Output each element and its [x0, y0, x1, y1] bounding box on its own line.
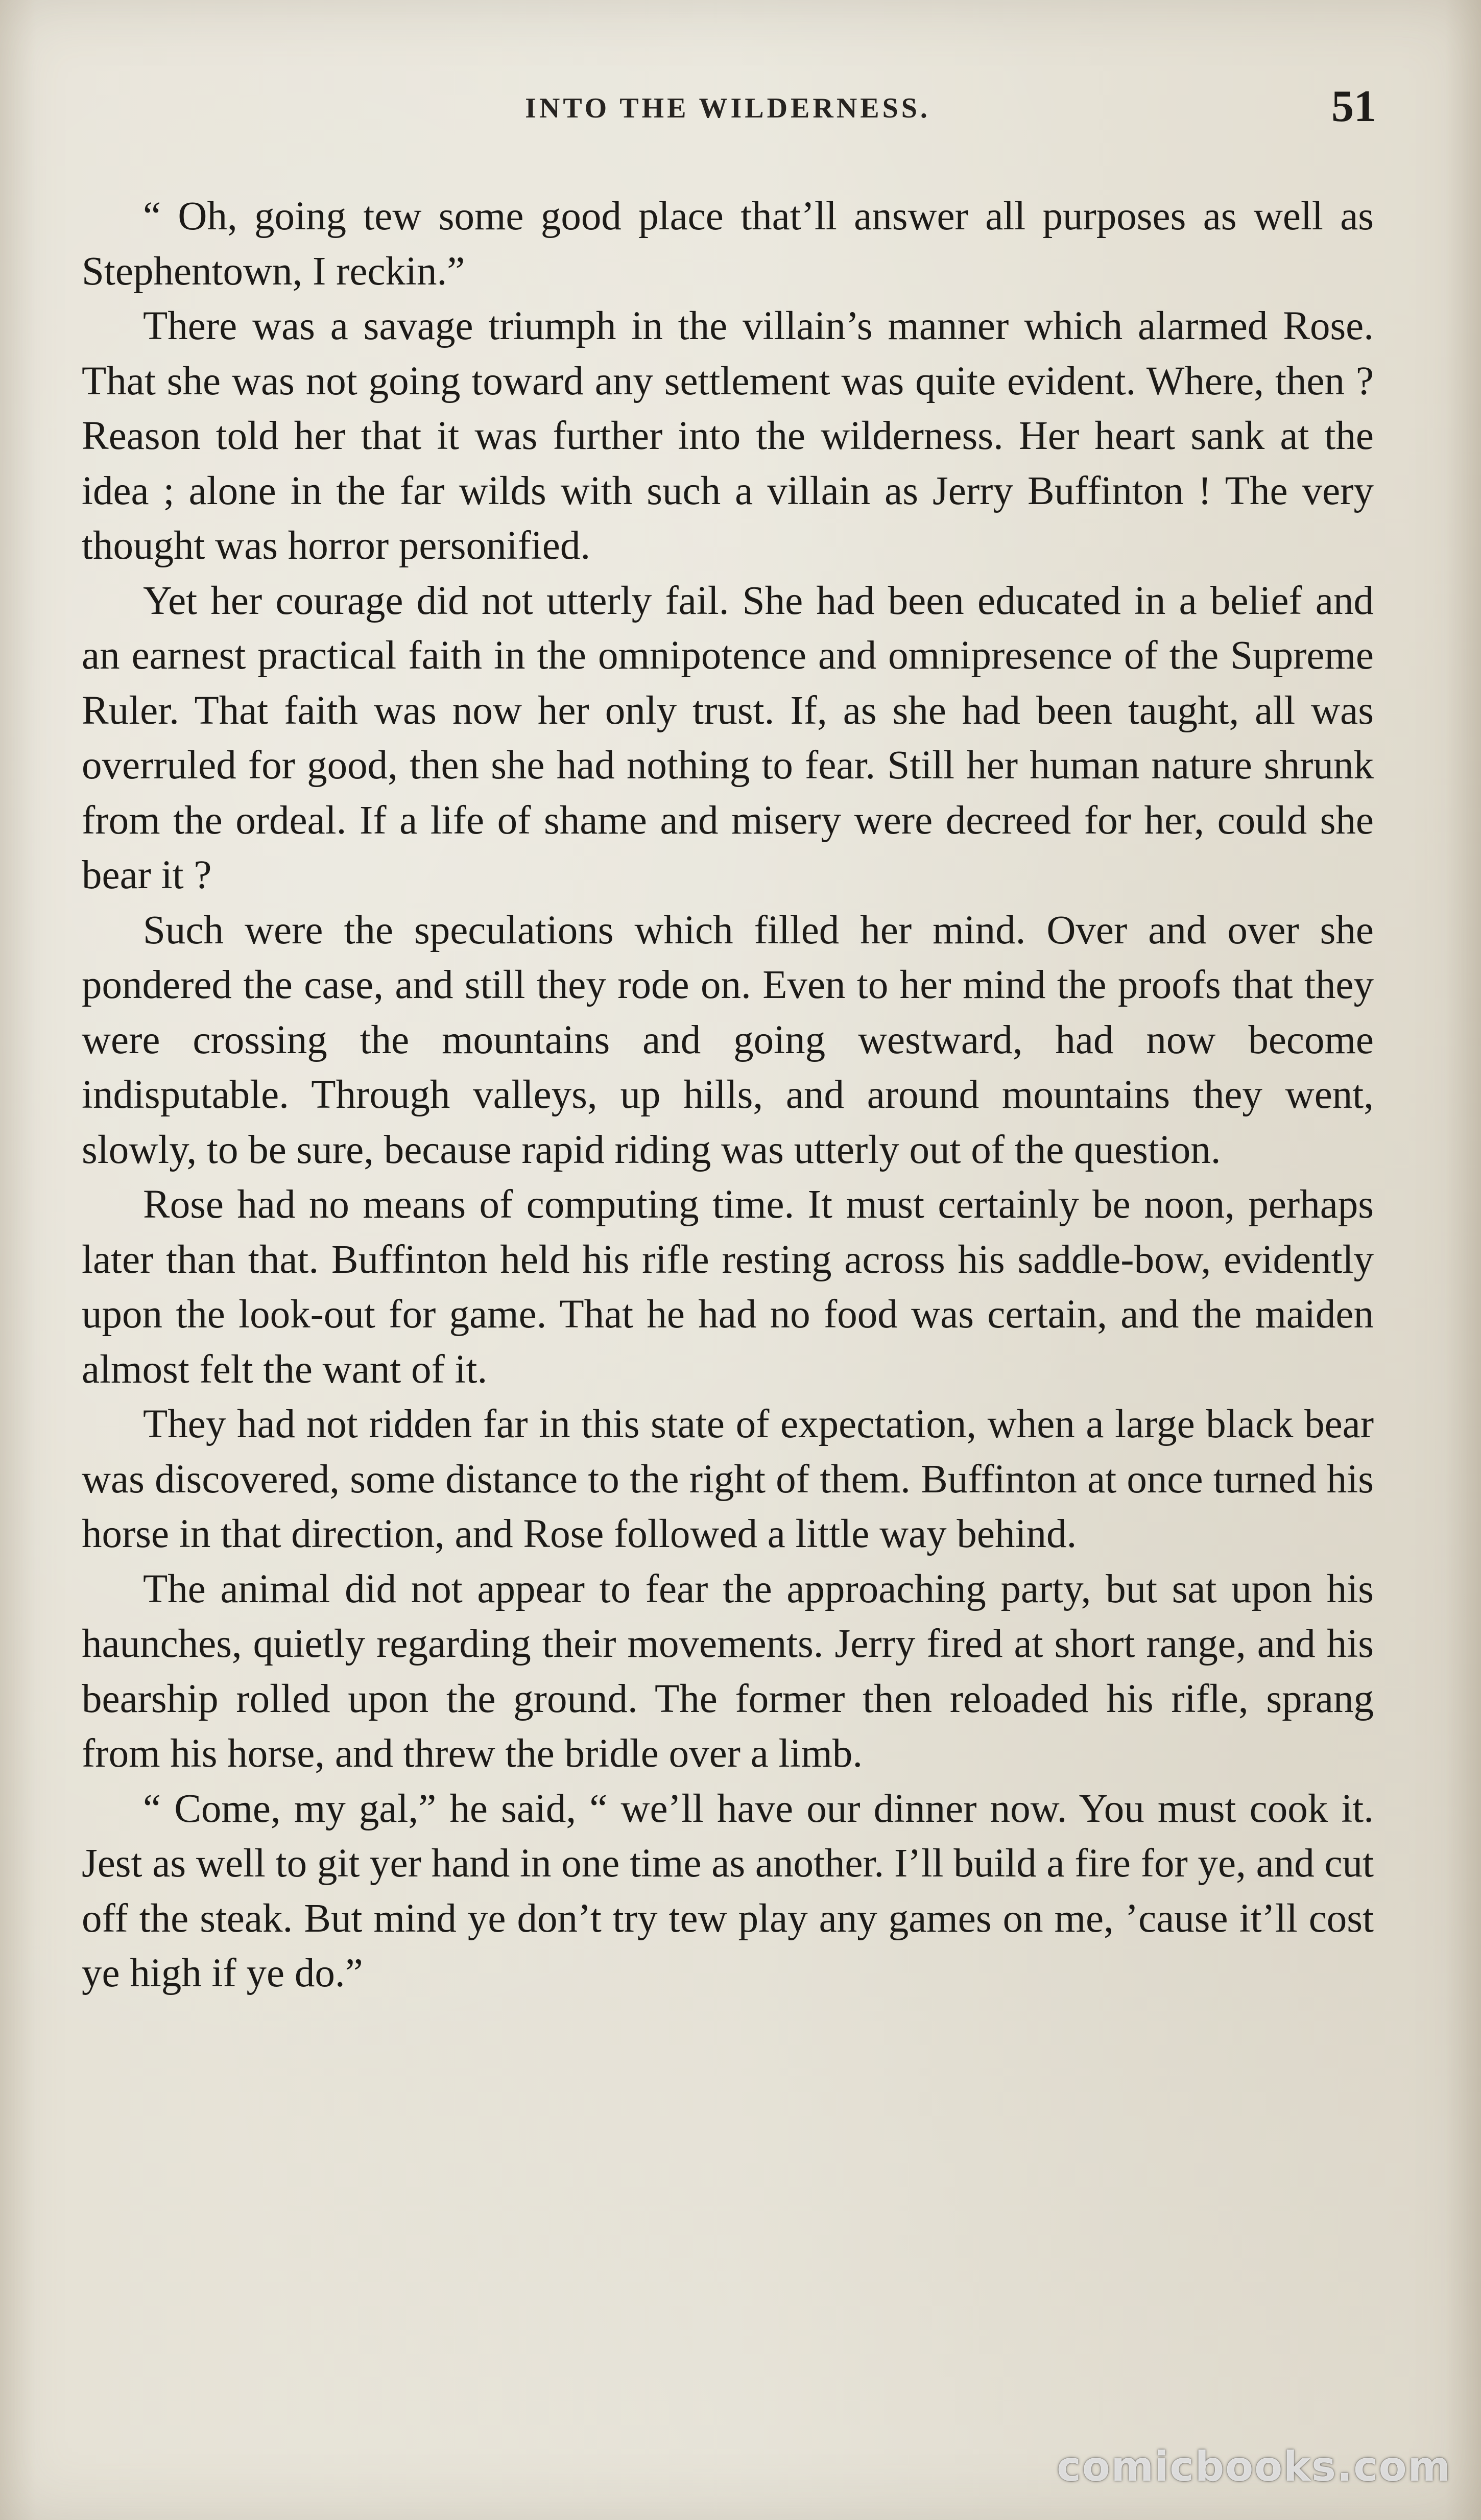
body-text	[82, 189, 1374, 2001]
paragraph: Such were the speculations which filled her mind. Over and over she pondered the case, and still they rode on. Even to her mind the proofs that they were crossing the mountains and going westward, had now become indisputable. Through valleys, up hills, and around mountains they went, slowly, to be sure, because rapid riding was utterly out of the question.	[82, 908, 1374, 1172]
paragraph: Rose had no means of computing time. It must certainly be noon, perhaps later than that. Buffinton held his rifle resting across his saddle-bow, evidently upon the look-out for game. That he had no food was certain, and the maiden almost felt the want of it.	[82, 1182, 1374, 1392]
paragraph: Yet her courage did not utterly fail. She had been educated in a belief and an earnest practical faith in the omnipotence and omnipresence of the Supreme Ruler. That faith was now her only trust. If, as she had been taught, all was overruled for good, then she had nothing to fear. Still her human nature shrunk from the ordeal. If a life of shame and misery were decreed for her, could she bear it ?	[82, 578, 1374, 897]
running-title: INTO THE WILDERNESS.	[525, 92, 930, 124]
paragraph: They had not ridden far in this state of expectation, when a large black bear was discovered, some distance to the right of them. Buffinton at once turned his horse in that direction, and Rose followed a little way behind.	[82, 1402, 1374, 1556]
paragraph: The animal did not appear to fear the approaching party, but sat upon his haunches, quietly regarding their movements. Jerry fired at short range, and his bearship rolled upon the ground. The former then reloaded his rifle, sprang from his horse, and threw the bridle over a limb.	[82, 1566, 1374, 1776]
paragraph: “ Oh, going tew some good place that’ll answer all purposes as well as Stephentown, I reckin.”	[82, 194, 1374, 294]
paragraph: “ Come, my gal,” he said, “ we’ll have our dinner now. You must cook it. Jest as well to git yer hand in one time as another. I’ll build a fire for ye, and cut off the steak. But mind ye don’t try tew play any games on me, ’cause it’ll cost ye high if ye do.”	[82, 1786, 1374, 1995]
paragraph: There was a savage triumph in the villain’s manner which alarmed Rose. That she was not going toward any settlement was quite evident. Where, then ? Reason told her that it was further into the wilderness. Her heart sank at the idea ; alone in the far wilds with such a villain as Jerry Buffinton ! The very thought was horror personified.	[82, 304, 1374, 568]
page-number: 51	[1331, 82, 1376, 131]
watermark: comicbooks.com	[1057, 2443, 1451, 2490]
running-head	[79, 77, 1376, 133]
